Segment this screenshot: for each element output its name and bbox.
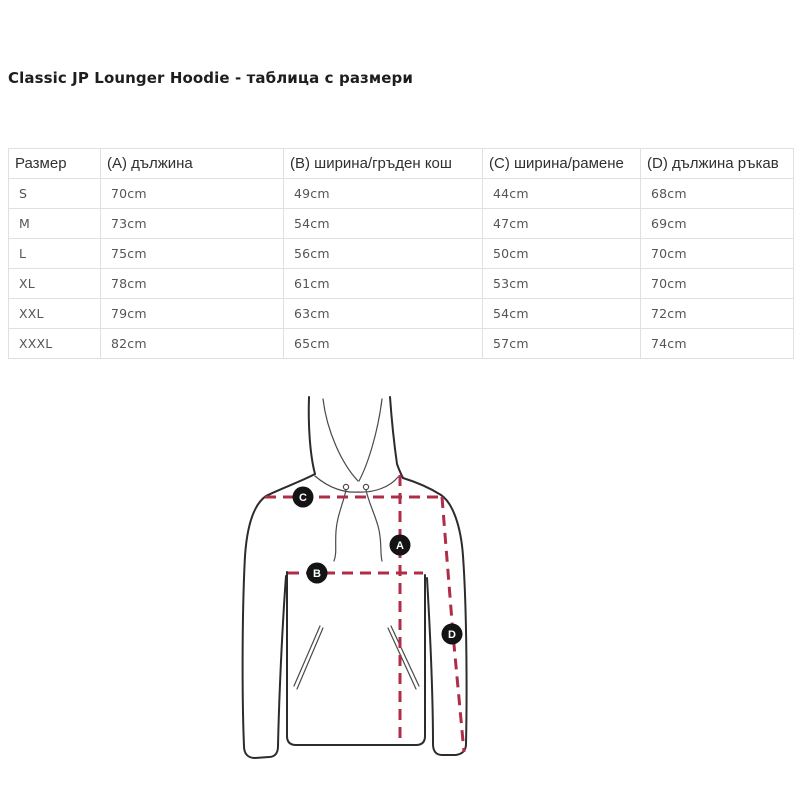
- cell-b-chest: 49cm: [284, 179, 483, 209]
- column-header-c-shoulder-width: (C) ширина/рамене: [483, 149, 641, 179]
- table-row-s: [9, 179, 794, 209]
- cell-c-shoulder: 54cm: [483, 299, 641, 329]
- cell-a-length: 70cm: [101, 179, 284, 209]
- table-row-xxxl: [9, 329, 794, 359]
- marker-d-label: D: [448, 629, 456, 641]
- left-sleeve-outline: [243, 496, 286, 758]
- cell-size: L: [9, 239, 101, 269]
- cell-d-sleeve: 70cm: [641, 239, 794, 269]
- page-title: Classic JP Lounger Hoodie - таблица с размери: [8, 69, 413, 87]
- cell-c-shoulder: 50cm: [483, 239, 641, 269]
- cell-c-shoulder: 44cm: [483, 179, 641, 209]
- cell-a-length: 73cm: [101, 209, 284, 239]
- cell-d-sleeve: 74cm: [641, 329, 794, 359]
- cell-a-length: 79cm: [101, 299, 284, 329]
- hood-right-edge: [390, 397, 403, 478]
- marker-a: [390, 535, 411, 556]
- cell-d-sleeve: 72cm: [641, 299, 794, 329]
- cell-c-shoulder: 57cm: [483, 329, 641, 359]
- marker-c: [293, 487, 314, 508]
- cell-a-length: 75cm: [101, 239, 284, 269]
- marker-b-label: B: [313, 568, 321, 580]
- column-header-size: Размер: [9, 149, 101, 179]
- cell-c-shoulder: 53cm: [483, 269, 641, 299]
- left-drawstring: [334, 490, 346, 561]
- marker-c-label: C: [299, 492, 307, 504]
- marker-b: [307, 563, 328, 584]
- cell-size: XXL: [9, 299, 101, 329]
- hood-left-edge: [309, 397, 315, 474]
- left-pocket-slit: [294, 626, 323, 689]
- cell-d-sleeve: 70cm: [641, 269, 794, 299]
- size-table: [8, 148, 794, 359]
- cell-b-chest: 54cm: [284, 209, 483, 239]
- table-row-m: [9, 209, 794, 239]
- table-row-xl: [9, 269, 794, 299]
- column-header-d-sleeve-length: (D) дължина ръкав: [641, 149, 794, 179]
- cell-b-chest: 56cm: [284, 239, 483, 269]
- right-pocket-slit: [388, 626, 419, 689]
- right-drawstring: [366, 490, 382, 561]
- measurement-lines: [265, 475, 464, 752]
- body-outline: [287, 572, 425, 745]
- cell-c-shoulder: 47cm: [483, 209, 641, 239]
- cell-size: M: [9, 209, 101, 239]
- cell-size: XL: [9, 269, 101, 299]
- right-shoulder-edge: [403, 478, 441, 495]
- hoodie-outline: [243, 397, 467, 758]
- cell-b-chest: 61cm: [284, 269, 483, 299]
- table-header-row: [9, 149, 794, 179]
- neckline-left: [323, 399, 358, 481]
- cell-b-chest: 63cm: [284, 299, 483, 329]
- hood-drape-seam: [315, 476, 398, 492]
- cell-a-length: 82cm: [101, 329, 284, 359]
- cell-size: XXXL: [9, 329, 101, 359]
- marker-d: [442, 624, 463, 645]
- hoodie-measurement-diagram: [0, 380, 800, 800]
- marker-a-label: A: [396, 540, 404, 552]
- left-eyelet: [343, 484, 348, 489]
- cell-d-sleeve: 69cm: [641, 209, 794, 239]
- cell-d-sleeve: 68cm: [641, 179, 794, 209]
- table-row-l: [9, 239, 794, 269]
- neckline-right: [359, 399, 382, 481]
- column-header-a-length: (A) дължина: [101, 149, 284, 179]
- column-header-b-chest-width: (B) ширина/гръден кош: [284, 149, 483, 179]
- cell-size: S: [9, 179, 101, 209]
- table-row-xxl: [9, 299, 794, 329]
- cell-b-chest: 65cm: [284, 329, 483, 359]
- cell-a-length: 78cm: [101, 269, 284, 299]
- right-eyelet: [363, 484, 368, 489]
